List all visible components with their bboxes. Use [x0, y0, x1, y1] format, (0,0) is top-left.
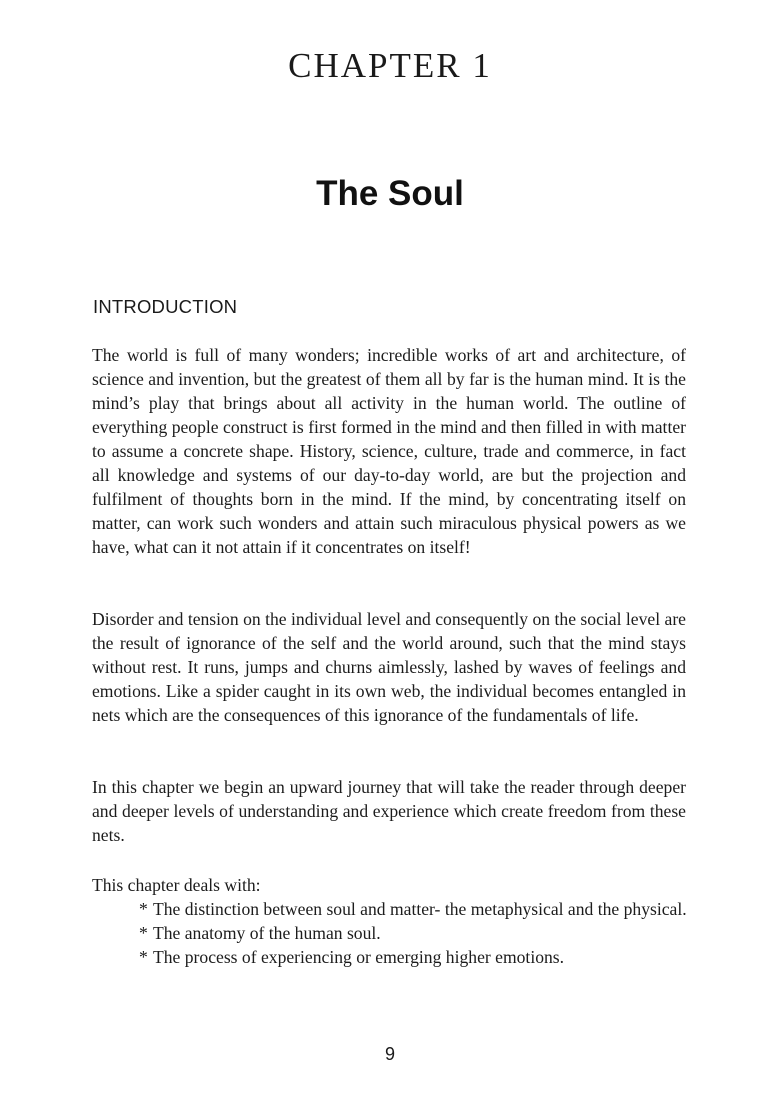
chapter-label: CHAPTER 1: [288, 46, 492, 85]
list-item: [139, 921, 699, 945]
paragraph-upward-journey: In this chapter we begin an upward journey that will take the reader through deeper and deeper levels of understanding and experience which create freedom from these nets.: [92, 777, 686, 845]
asterisk-bullet-icon: *: [139, 899, 148, 919]
list-item-text: The anatomy of the human soul.: [153, 923, 381, 943]
paragraph-world-wonders: The world is full of many wonders; incredible works of art and architecture, of science and invention, but the greatest of them all by far is the human mind. It is the mind’s play that brings about all activity in the human world. The outline of everything people construct is first formed in the mind and then filled in with matter to assume a concrete shape. History, science, culture, trade and commerce, in fact all knowledge and systems of our day-to-day world, are but the projection and fulfilment of thoughts born in the mind. If the mind, by concentrating itself on matter, can work such wonders and attain such miraculous physical powers as we have, what can it not attain if it concentrates on itself!: [92, 345, 686, 557]
list-item: [139, 897, 699, 921]
asterisk-bullet-icon: *: [139, 947, 148, 967]
page-number: 9: [384, 1044, 395, 1064]
chapter-contents-intro: This chapter deals with:: [92, 875, 261, 895]
list-item-text: The process of experiencing or emerging higher emotions.: [153, 947, 565, 967]
chapter-title: The Soul: [316, 174, 464, 213]
section-heading-introduction: INTRODUCTION: [93, 296, 238, 317]
list-item: [139, 945, 699, 969]
asterisk-bullet-icon: *: [139, 923, 148, 943]
paragraph-disorder-tension: Disorder and tension on the individual level and consequently on the social level are the result of ignorance of the self and the world around, such that the mind stays without rest. It runs, jumps and churns aimlessly, lashed by waves of feelings and emotions. Like a spider caught in its own web, the individual becomes entangled in nets which are the consequences of this ignorance of the fundamentals of life.: [92, 609, 686, 725]
chapter-contents-list: [139, 897, 699, 969]
list-item-text: The distinction between soul and matter- the metaphysical and the physical.: [153, 899, 687, 919]
